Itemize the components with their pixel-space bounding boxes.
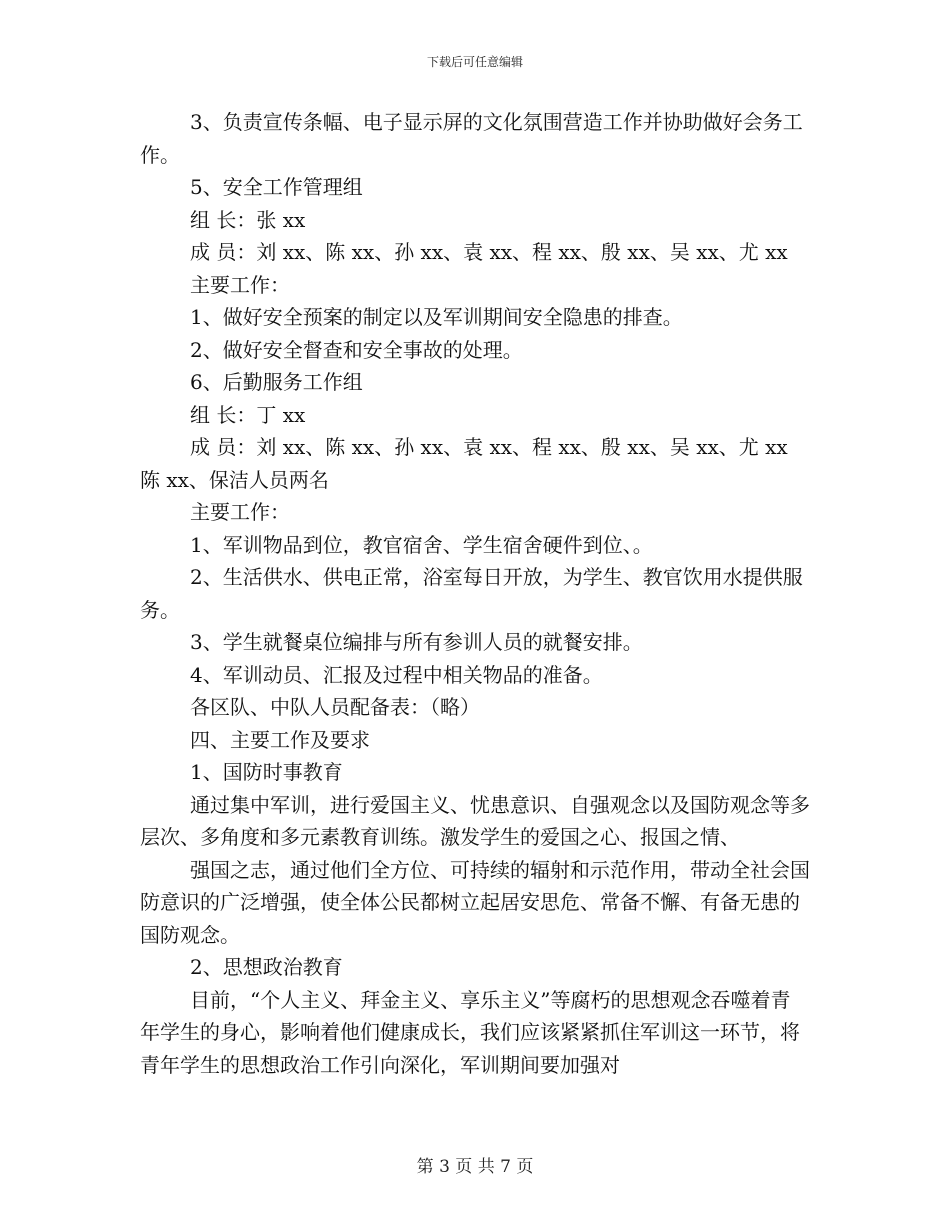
- paragraph: 各区队、中队人员配备表：（略）: [190, 695, 480, 719]
- paragraph: 1、军训物品到位，教官宿舍、学生宿舍硬件到位、。: [190, 532, 653, 557]
- section-heading: 5、安全工作管理组: [190, 175, 363, 199]
- section-heading: 四、主要工作及要求: [190, 727, 370, 752]
- paragraph: 3、学生就餐桌位编排与所有参训人员的就餐安排。: [190, 630, 643, 654]
- section-heading: 6、后勤服务工作组: [190, 370, 363, 394]
- paragraph: 组 长：张 xx: [190, 207, 306, 232]
- page-footer: 第 3 页 共 7 页: [416, 1157, 534, 1177]
- section-heading: 1、国防时事教育: [190, 760, 343, 784]
- paragraph: 1、做好安全预案的制定以及军训期间安全隐患的排查。: [190, 305, 683, 329]
- paragraph: 2、生活供水、供电正常，浴室每日开放，为学生、教官饮用水提供服务。: [140, 565, 803, 622]
- paragraph: 3、负责宣传条幅、电子显示屏的文化氛围营造工作并协助做好会务工作。: [140, 110, 803, 167]
- paragraph: 成 员：刘 xx、陈 xx、孙 xx、袁 xx、程 xx、殷 xx、吴 xx、尤 xx 陈 xx、保洁人员两名: [140, 435, 795, 492]
- section-heading: 2、思想政治教育: [190, 955, 343, 979]
- paragraph: 通过集中军训，进行爱国主义、忧患意识、自强观念以及国防观念等多层次、多角度和多元素教育训练。激发学生的爱国之心、报国之情、: [140, 792, 810, 849]
- paragraph: 主要工作：: [190, 500, 290, 524]
- body-text: [140, 106, 810, 1081]
- paragraph: 强国之志，通过他们全方位、可持续的辐射和示范作用，带动全社会国防意识的广泛增强，使全体公民都树立起居安思危、常备不懈、有备无患的国防观念。: [140, 857, 810, 947]
- paragraph: 主要工作：: [190, 272, 290, 297]
- paragraph: 4、军训动员、汇报及过程中相关物品的准备。: [190, 662, 603, 687]
- paragraph: 组 长：丁 xx: [190, 402, 306, 427]
- paragraph: 2、做好安全督查和安全事故的处理。: [190, 337, 523, 362]
- page-header: 下载后可任意编辑: [426, 55, 523, 69]
- paragraph: 目前，“个人主义、拜金主义、享乐主义”等腐朽的思想观念吞噬着青年学生的身心，影响着他们健康成长，我们应该紧紧抓住军训这一环节，将青年学生的思想政治工作引向深化，军训期间要加强对: [140, 987, 800, 1077]
- paragraph: 成 员：刘 xx、陈 xx、孙 xx、袁 xx、程 xx、殷 xx、吴 xx、尤 xx: [190, 240, 788, 264]
